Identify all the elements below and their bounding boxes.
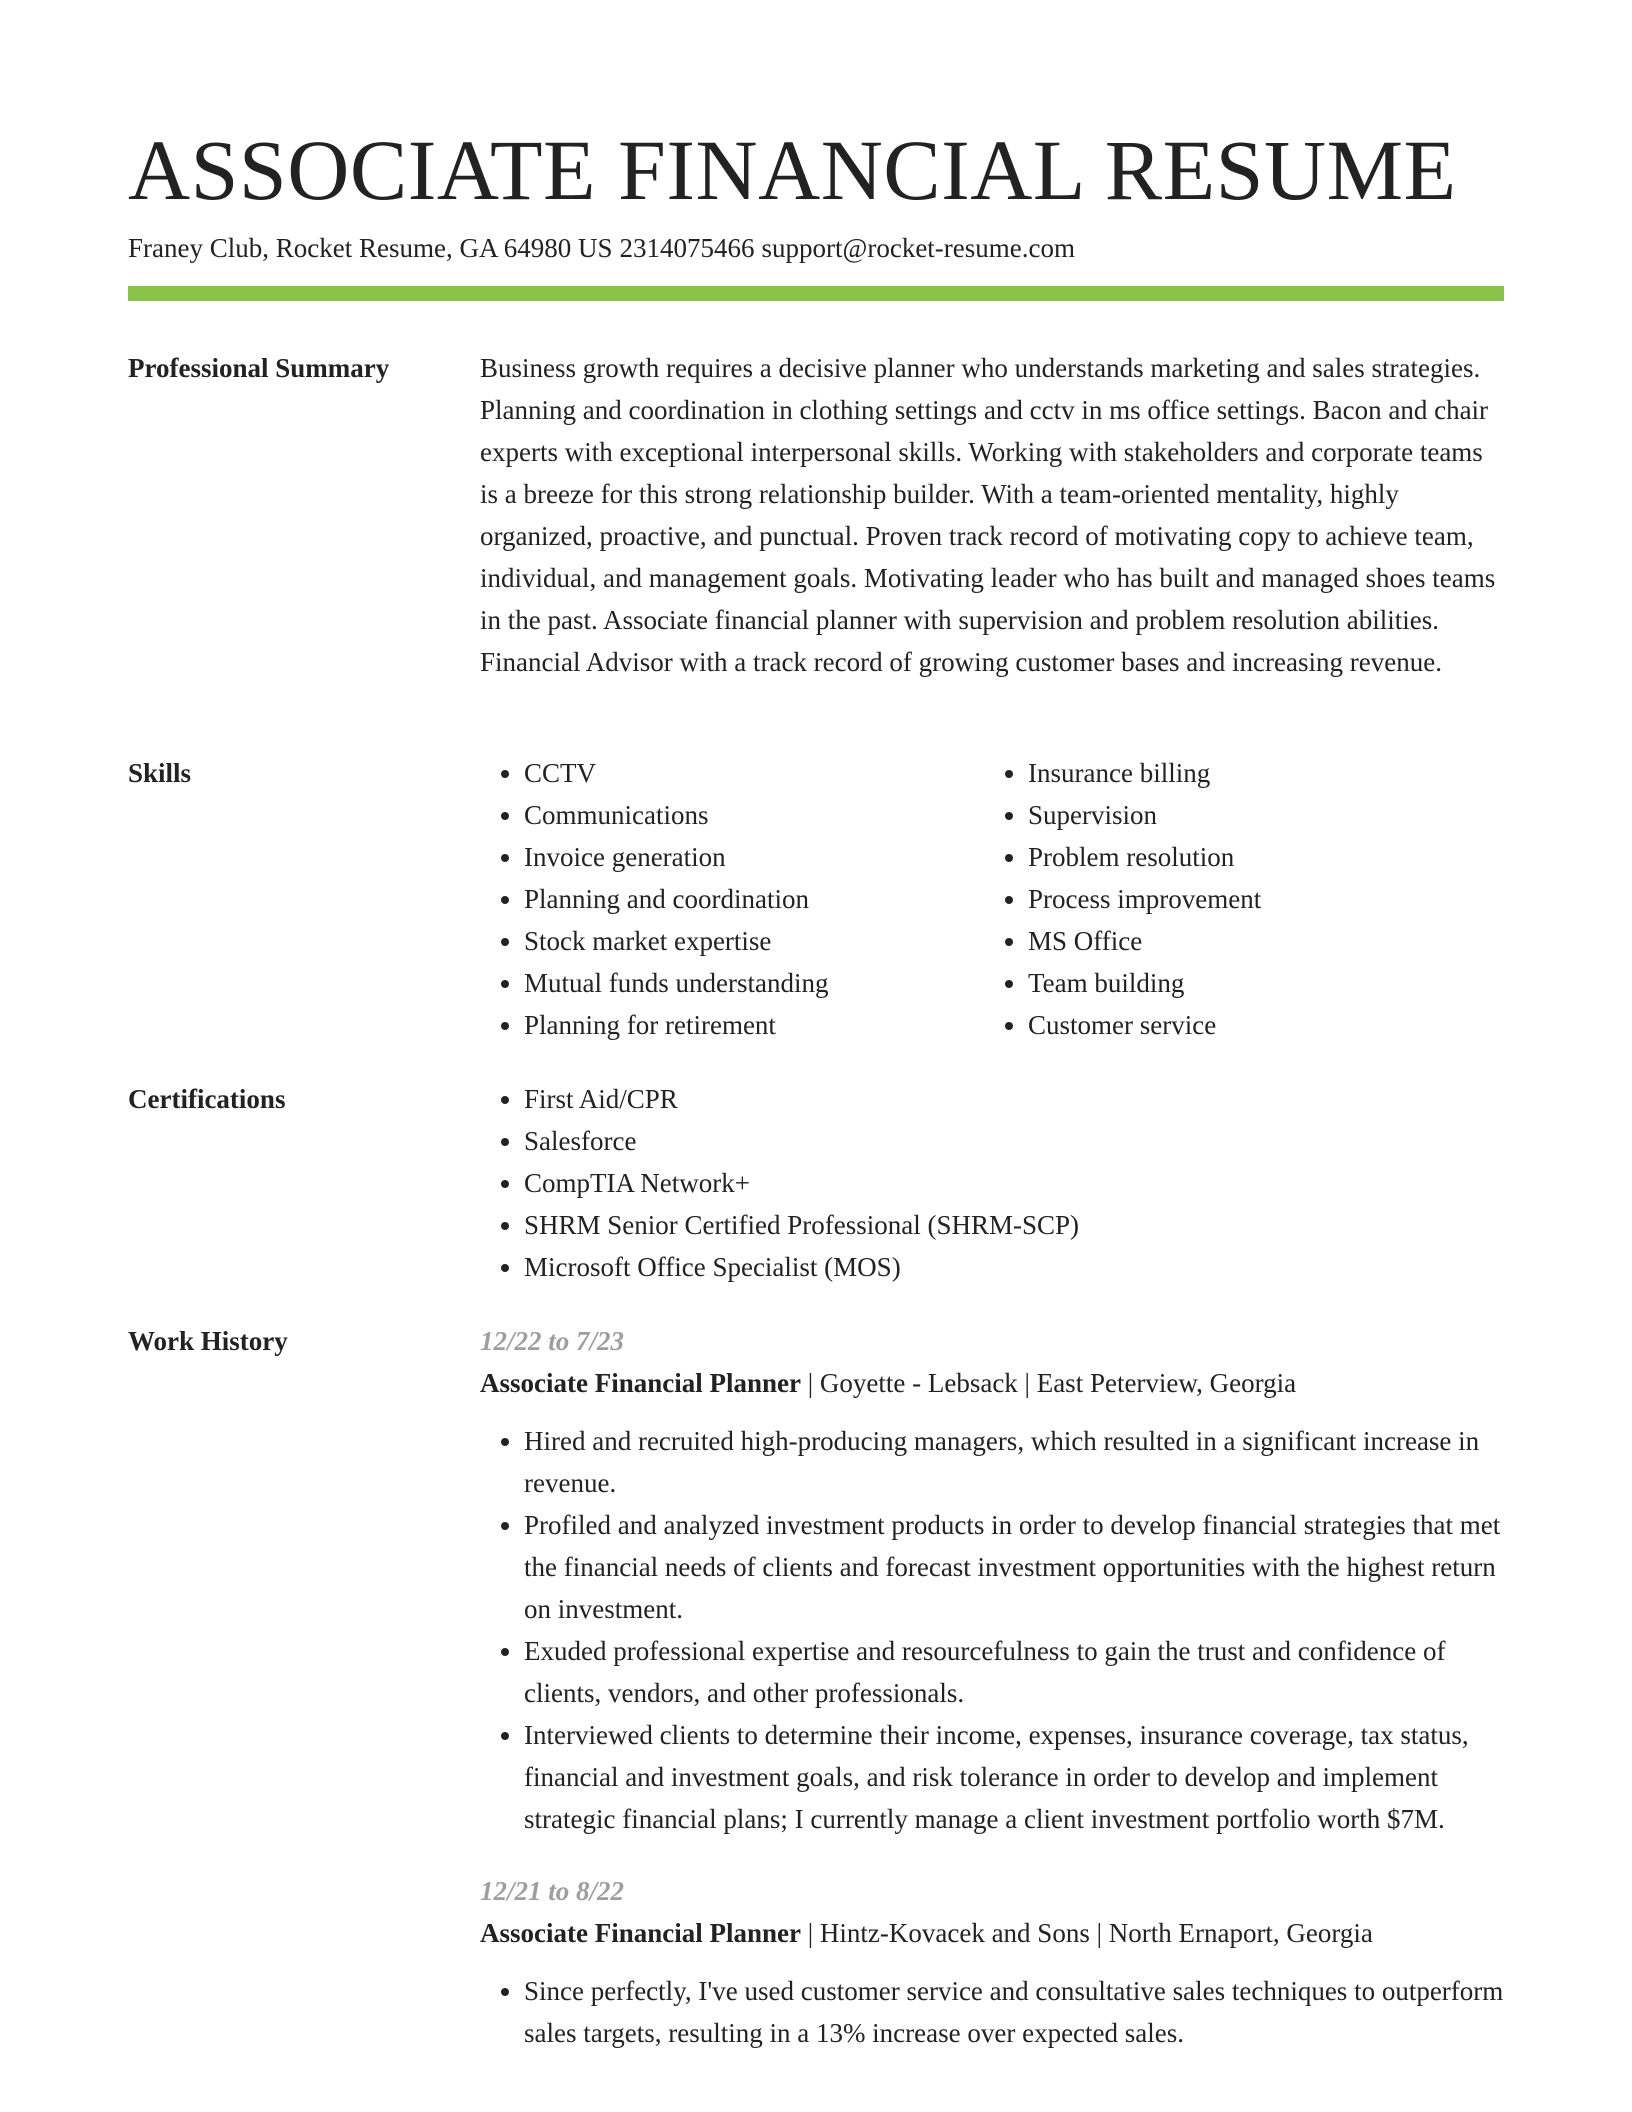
certifications-heading: Certifications <box>128 1084 286 1114</box>
skill-item: • Problem resolution <box>1028 836 1488 878</box>
skill-item: • Customer service <box>1028 1004 1488 1046</box>
skill-item: • Communications <box>524 794 984 836</box>
job-dates: 12/21 to 8/22 <box>480 1876 625 1906</box>
resume-title: ASSOCIATE FINANCIAL RESUME <box>128 122 1457 218</box>
contact-email: support@rocket-resume.com <box>761 233 1076 263</box>
contact-line <box>128 230 1075 266</box>
skill-item: • Process improvement <box>1028 878 1488 920</box>
job-bullet: • Exuded professional expertise and resourcefulness to gain the trust and confidence of clients, vendors, and other professionals. <box>524 1630 1504 1714</box>
skill-item: • Insurance billing <box>1028 752 1488 794</box>
job-title: Associate Financial Planner <box>480 1368 801 1398</box>
job-heading <box>480 1912 1504 1954</box>
skills-list-left <box>480 752 984 1046</box>
skill-item: • Team building <box>1028 962 1488 1004</box>
contact-phone: 2314075466 <box>619 233 755 263</box>
skill-item: • Planning and coordination <box>524 878 984 920</box>
certification-item: • CompTIA Network+ <box>524 1162 1504 1204</box>
certification-item: • Microsoft Office Specialist (MOS) <box>524 1246 1504 1288</box>
certifications-list <box>480 1078 1504 1288</box>
job-entry <box>480 1320 1504 1840</box>
summary-text: Business growth requires a decisive planner who understands marketing and sales strategies. Planning and coordination in clothing settings and cctv in ms office settings. Bacon and chair experts with exceptional interpersonal skills. Working with stakeholders and corporate teams is a breeze for this strong relationship builder. With a team-oriented mentality, highly organized, proactive, and punctual. Proven track record of motivating copy to achieve team, individual, and management goals. Motivating leader who has built and managed shoes teams in the past. Associate financial planner with supervision and problem resolution abilities. Financial Advisor with a track record of growing customer bases and increasing revenue. <box>480 353 1496 677</box>
skill-item: • MS Office <box>1028 920 1488 962</box>
skill-item: • Mutual funds understanding <box>524 962 984 1004</box>
job-entry <box>480 1870 1504 2054</box>
skill-item: • CCTV <box>524 752 984 794</box>
job-bullet: • Profiled and analyzed investment products in order to develop financial strategies that met the financial needs of clients and forecast investment opportunities with the highest return on investment. <box>524 1504 1504 1630</box>
summary-body <box>480 347 1504 683</box>
skill-item: • Stock market expertise <box>524 920 984 962</box>
summary-heading: Professional Summary <box>128 353 390 383</box>
work-history-body <box>480 1320 1504 2054</box>
job-employer-location: | Hintz-Kovacek and Sons | North Ernaport, Georgia <box>800 1918 1373 1948</box>
job-bullet: • Hired and recruited high-producing managers, which resulted in a significant increase in revenue. <box>524 1420 1504 1504</box>
skills-list-right <box>984 752 1488 1046</box>
job-title: Associate Financial Planner <box>480 1918 801 1948</box>
job-bullet-list <box>480 1420 1504 1840</box>
job-bullet: • Since perfectly, I've used customer service and consultative sales techniques to outperform sales targets, resulting in a 13% increase over expected sales. <box>524 1970 1504 2054</box>
skills-body <box>480 752 1504 1046</box>
skill-item: • Planning for retirement <box>524 1004 984 1046</box>
certification-item: • Salesforce <box>524 1120 1504 1162</box>
job-heading <box>480 1362 1504 1404</box>
job-employer-location: | Goyette - Lebsack | East Peterview, Georgia <box>800 1368 1297 1398</box>
skills-heading: Skills <box>128 758 192 788</box>
job-bullet: • Interviewed clients to determine their income, expenses, insurance coverage, tax status, financial and investment goals, and risk tolerance in order to develop and implement strategic financial plans; I currently manage a client investment portfolio worth $7M. <box>524 1714 1504 1840</box>
skill-item: • Invoice generation <box>524 836 984 878</box>
contact-address: Franey Club, Rocket Resume, GA 64980 US <box>128 233 613 263</box>
job-bullet-list <box>480 1970 1504 2054</box>
work-history-heading: Work History <box>128 1326 288 1356</box>
header-accent-bar <box>128 286 1504 301</box>
certification-item: • SHRM Senior Certified Professional (SHRM-SCP) <box>524 1204 1504 1246</box>
skill-item: • Supervision <box>1028 794 1488 836</box>
certification-item: • First Aid/CPR <box>524 1078 1504 1120</box>
job-dates: 12/22 to 7/23 <box>480 1326 625 1356</box>
certifications-body <box>480 1078 1504 1288</box>
